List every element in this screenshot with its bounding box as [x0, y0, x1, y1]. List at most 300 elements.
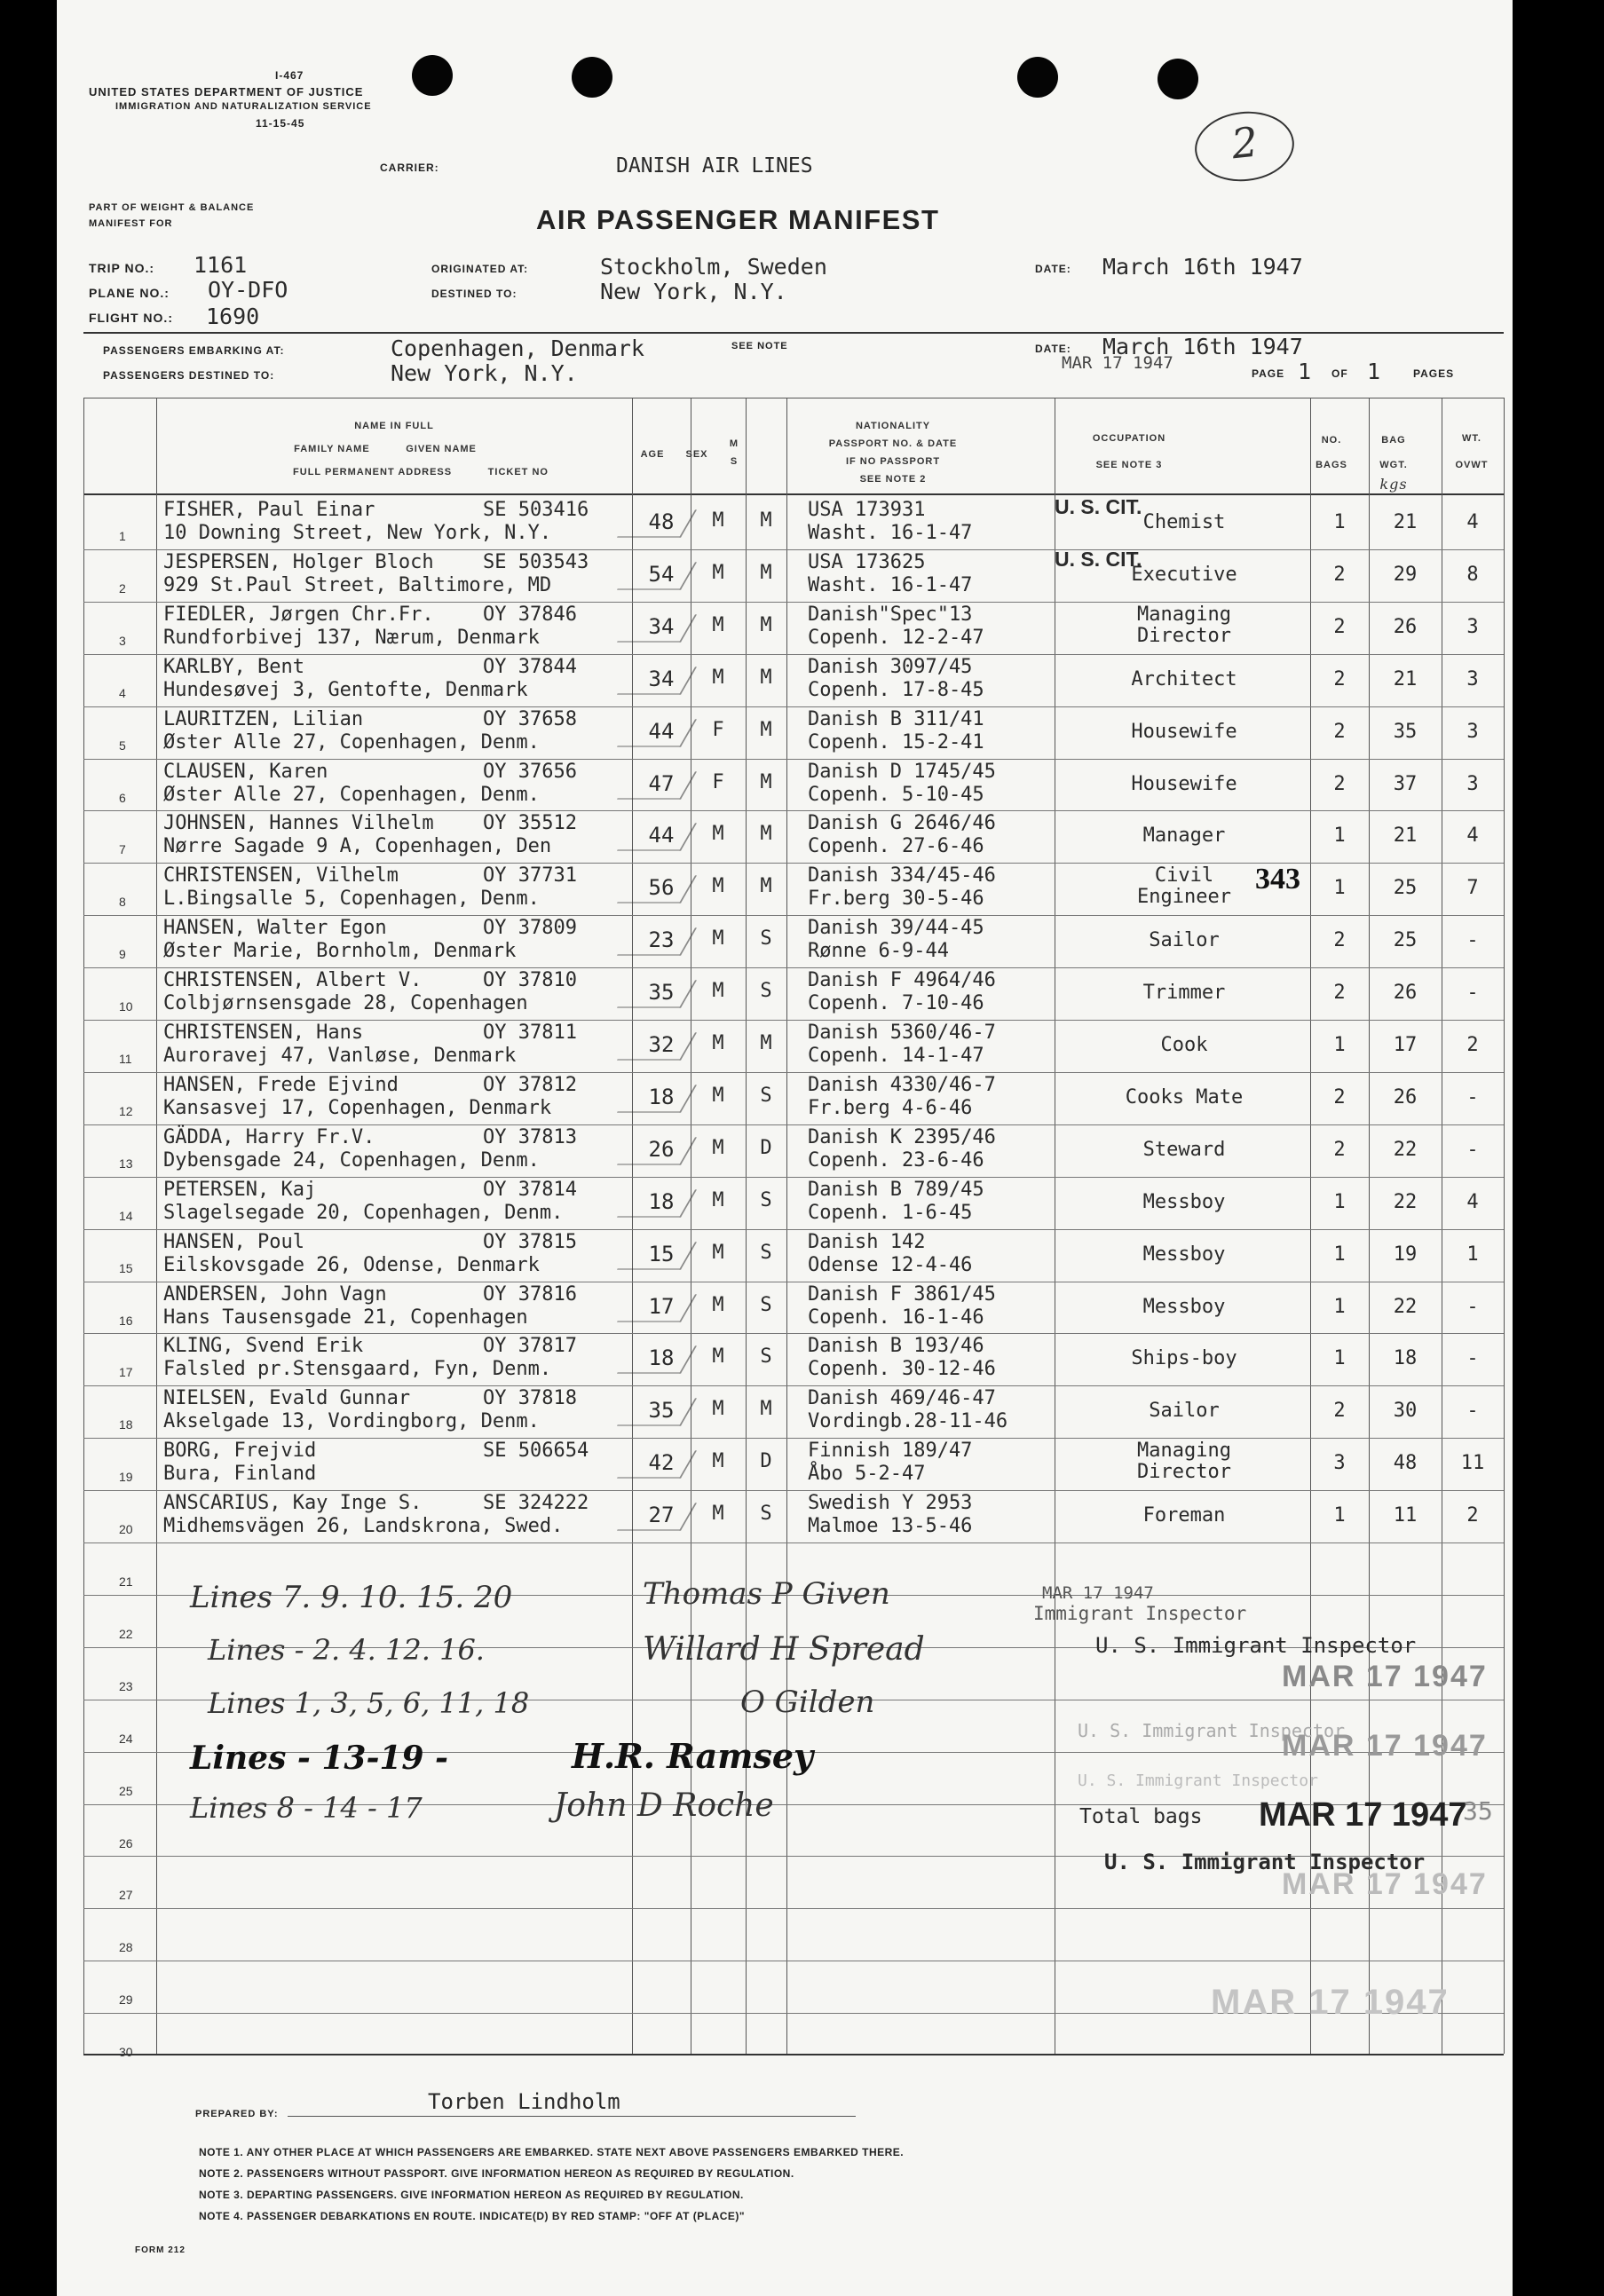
passport-number: Danish 334/45-46 [808, 864, 996, 888]
passport-date: Rønne 6-9-44 [808, 940, 949, 963]
row-number: 28 [119, 1940, 133, 1955]
passenger-address: Akselgade 13, Vordingborg, Denm. [163, 1410, 540, 1433]
flight-number: 1690 [206, 304, 260, 329]
passenger-name: CHRISTENSEN, Albert V. [163, 969, 423, 992]
ticket-number: SE 324222 [483, 1492, 589, 1515]
passenger-address: Hans Tausensgade 21, Copenhagen [163, 1306, 528, 1329]
passenger-address: Eilskovsgade 26, Odense, Denmark [163, 1253, 540, 1276]
row-number: 29 [119, 1992, 133, 2008]
row-rule [83, 1385, 1504, 1386]
passenger-address: Nørre Sagade 9 A, Copenhagen, Den [163, 835, 552, 858]
passenger-address: Hundesøvej 3, Gentofte, Denmark [163, 678, 528, 701]
note-1: NOTE 1. ANY OTHER PLACE AT WHICH PASSENGERS ARE EMBARKED. STATE NEXT ABOVE PASSENGERS EMBARKED THERE. [199, 2146, 905, 2158]
passenger-sex: M [712, 613, 724, 636]
passenger-name: JESPERSEN, Holger Bloch [163, 550, 434, 573]
header-bottom-line [83, 493, 1504, 495]
handwritten-signature-24: H.R. Ramsey [572, 1736, 814, 1776]
ticket-number: SE 503416 [483, 499, 589, 521]
passenger-name: ANSCARIUS, Kay Inge S. [163, 1492, 423, 1515]
passport-date: Fr.berg 30-5-46 [808, 888, 984, 911]
overweight: 11 [1460, 1452, 1485, 1475]
marital-status: M [760, 1398, 772, 1421]
marital-status: S [760, 1503, 772, 1526]
passenger-sex: M [712, 1450, 724, 1473]
overweight: 7 [1466, 877, 1479, 900]
passenger-age: 18 [648, 1188, 675, 1214]
overweight: - [1466, 1400, 1479, 1423]
column-rule [786, 398, 787, 2054]
row-number: 12 [119, 1103, 133, 1118]
row-number: 26 [119, 1835, 133, 1850]
bag-weight: 21 [1393, 511, 1418, 533]
embark-destined: New York, N.Y. [391, 360, 578, 386]
passport-number: Danish K 2395/46 [808, 1125, 996, 1148]
bag-weight: 26 [1393, 982, 1418, 1005]
plane-label: PLANE NO.: [89, 286, 170, 300]
ticket-number: OY 37816 [483, 1282, 577, 1306]
passenger-age: 27 [648, 1503, 675, 1528]
originated: Stockholm, Sweden [600, 254, 827, 280]
bag-count: 1 [1333, 1190, 1346, 1213]
row-number: 21 [119, 1574, 133, 1589]
table-bottom-line [83, 2054, 1504, 2055]
passport-date: Copenh. 30-12-46 [808, 1358, 996, 1381]
overweight: - [1466, 1347, 1479, 1370]
passenger-name: KARLBY, Bent [163, 655, 304, 678]
bag-weight: 48 [1393, 1452, 1418, 1475]
handwritten-line-24: Lines - 13-19 - [190, 1740, 448, 1777]
bag-count: 2 [1333, 982, 1346, 1005]
passenger-address: 929 St.Paul Street, Baltimore, MD [163, 573, 552, 596]
passenger-sex: M [712, 1398, 724, 1421]
bag-count: 2 [1333, 1400, 1346, 1423]
handwritten-number-343: 343 [1255, 863, 1300, 896]
marital-status: S [760, 1241, 772, 1264]
overweight: - [1466, 1138, 1479, 1161]
occupation: Civil [1154, 864, 1214, 888]
page-total: 1 [1367, 359, 1381, 384]
passport-date: Copenh. 14-1-47 [808, 1045, 984, 1067]
passenger-age: 32 [648, 1032, 675, 1057]
passenger-sex: M [712, 875, 724, 898]
occupation: Messboy [1142, 1295, 1226, 1318]
row-number: 22 [119, 1626, 133, 1641]
passport-date: Copenh. 1-6-45 [808, 1201, 973, 1224]
passport-number: Danish 4330/46-7 [808, 1073, 996, 1096]
prepared-by-line [288, 2116, 856, 2117]
passenger-address: Kansasvej 17, Copenhagen, Denmark [163, 1096, 552, 1119]
ticket-number: SE 506654 [483, 1440, 589, 1463]
passenger-age: 18 [648, 1084, 675, 1109]
passenger-address: Slagelsegade 20, Copenhagen, Denm. [163, 1201, 564, 1224]
carrier-label: CARRIER: [380, 162, 439, 174]
bag-weight: 22 [1393, 1295, 1418, 1318]
occupation: Messboy [1142, 1190, 1226, 1213]
passenger-age: 17 [648, 1293, 675, 1319]
bag-weight: 19 [1393, 1243, 1418, 1266]
passport-date: Washt. 16-1-47 [808, 573, 973, 596]
overweight: 3 [1466, 615, 1479, 638]
page-number: 1 [1298, 359, 1312, 384]
passport-date: Fr.berg 4-6-46 [808, 1096, 973, 1119]
note-3: NOTE 3. DEPARTING PASSENGERS. GIVE INFORMATION HEREON AS REQUIRED BY REGULATION. [199, 2189, 744, 2201]
occupation: Managing [1137, 1440, 1231, 1463]
passenger-sex: M [712, 509, 724, 532]
col-age-header: AGE [640, 449, 665, 460]
overweight: 1 [1466, 1243, 1479, 1266]
ticket-number: OY 37844 [483, 655, 577, 678]
passenger-sex: M [712, 1136, 724, 1159]
overweight: - [1466, 982, 1479, 1005]
citizenship-note: U. S. CIT. [1055, 547, 1142, 571]
occupation: Cooks Mate [1125, 1085, 1244, 1109]
handwritten-signature-25: John D Roche [554, 1787, 774, 1824]
overweight: 3 [1466, 720, 1479, 743]
passenger-age: 44 [648, 718, 675, 744]
passenger-sex: M [712, 1241, 724, 1264]
ticket-number: OY 37818 [483, 1387, 577, 1410]
ticket-number: OY 37658 [483, 707, 577, 730]
marital-status: M [760, 1032, 772, 1054]
row-number: 5 [119, 738, 126, 753]
bag-weight: 25 [1393, 929, 1418, 952]
overweight: 2 [1466, 1034, 1479, 1056]
embark-date: March 16th 1947 [1102, 334, 1303, 359]
row-number: 14 [119, 1208, 133, 1223]
marital-status: D [760, 1450, 772, 1473]
passport-number: Danish D 1745/45 [808, 760, 996, 783]
row-number: 18 [119, 1417, 133, 1432]
ticket-number: OY 37731 [483, 864, 577, 888]
occupation-line-2: Director [1137, 624, 1231, 647]
ticket-number: OY 37846 [483, 603, 577, 626]
prepared-by-label: PREPARED BY: [195, 2109, 279, 2119]
row-rule [83, 1333, 1504, 1334]
col-sex-header: SEX [685, 449, 708, 460]
passport-number: Danish"Spec"13 [808, 603, 973, 626]
marital-status: M [760, 666, 772, 689]
col-name-header-1: NAME IN FULL [354, 421, 434, 431]
passenger-age: 35 [648, 1398, 675, 1424]
col-bags-header-2: BAGS [1316, 460, 1347, 470]
occupation: Architect [1131, 667, 1237, 690]
passport-number: Danish B 311/41 [808, 707, 984, 730]
handwritten-line-22: Lines - 2. 4. 12. 16. [208, 1633, 485, 1667]
ticket-number: OY 37656 [483, 760, 577, 783]
handwritten-line-25: Lines 8 - 14 - 17 [190, 1791, 423, 1825]
passport-number: Danish B 193/46 [808, 1335, 984, 1358]
occupation: Housewife [1131, 720, 1237, 743]
handwritten-signature-22: Willard H Spread [643, 1631, 925, 1668]
handwritten-line-21: Lines 7. 9. 10. 15. 20 [190, 1580, 513, 1615]
passenger-sex: F [712, 770, 724, 793]
bag-count: 2 [1333, 1085, 1346, 1109]
occupation: Housewife [1131, 772, 1237, 795]
row-rule [83, 915, 1504, 916]
col-nat-header-3: IF NO PASSPORT [845, 456, 941, 467]
passenger-sex: M [712, 1503, 724, 1526]
embarking: Copenhagen, Denmark [391, 335, 644, 361]
overweight: - [1466, 1295, 1479, 1318]
row-number: 27 [119, 1888, 133, 1903]
passenger-name: GÄDDA, Harry Fr.V. [163, 1125, 375, 1148]
passport-number: Danish 5360/46-7 [808, 1022, 996, 1044]
col-nat-header-4: SEE NOTE 2 [859, 474, 927, 485]
passport-date: Copenh. 15-2-41 [808, 730, 984, 753]
passenger-address: 10 Downing Street, New York, N.Y. [163, 522, 552, 544]
passenger-age: 54 [648, 561, 675, 587]
passenger-name: NIELSEN, Evald Gunnar [163, 1387, 411, 1410]
col-ms-header: M S [729, 438, 739, 467]
passenger-name: FISHER, Paul Einar [163, 499, 375, 521]
passenger-age: 42 [648, 1450, 675, 1476]
bag-count: 2 [1333, 720, 1346, 743]
passport-number: USA 173931 [808, 499, 926, 521]
bag-count: 1 [1333, 825, 1346, 848]
col-wgt-header-1: BAG [1381, 435, 1406, 446]
bag-count: 2 [1333, 929, 1346, 952]
row-number: 15 [119, 1260, 133, 1275]
row-number: 2 [119, 580, 126, 596]
overweight: 4 [1466, 825, 1479, 848]
bag-weight: 18 [1393, 1347, 1418, 1370]
passenger-name: LAURITZEN, Lilian [163, 707, 364, 730]
stamp-date-2: MAR 17 1947 [1282, 1729, 1488, 1763]
bag-weight: 35 [1393, 720, 1418, 743]
stamp-date-4: MAR 17 1947 [1211, 1983, 1450, 2022]
plane-number: OY-DFO [208, 277, 288, 303]
passenger-name: JOHNSEN, Hannes Vilhelm [163, 812, 434, 835]
col-nat-header-2: PASSPORT NO. & DATE [828, 438, 958, 449]
row-number: 19 [119, 1470, 133, 1485]
note-4: NOTE 4. PASSENGER DEBARKATIONS EN ROUTE. INDICATE(D) BY RED STAMP: "OFF AT (PLACE)" [199, 2210, 746, 2222]
bag-count: 1 [1333, 1347, 1346, 1370]
passport-date: Copenh. 17-8-45 [808, 678, 984, 701]
passenger-address: Øster Alle 27, Copenhagen, Denm. [163, 730, 540, 753]
passenger-name: CHRISTENSEN, Hans [163, 1022, 364, 1044]
passport-date: Washt. 16-1-47 [808, 522, 973, 544]
passenger-address: Dybensgade 24, Copenhagen, Denm. [163, 1148, 540, 1172]
embark-destined-label: PASSENGERS DESTINED TO: [103, 369, 275, 382]
overweight: 3 [1466, 772, 1479, 795]
col-wgt-header-3: kgs [1379, 476, 1408, 493]
passenger-sex: M [712, 980, 724, 1003]
punch-hole [572, 57, 612, 98]
destined-label: DESTINED TO: [431, 288, 518, 300]
overweight: 8 [1466, 563, 1479, 586]
see-note: SEE NOTE [731, 341, 788, 351]
of-label: OF [1331, 367, 1348, 380]
manifest-for-label: MANIFEST FOR [89, 218, 173, 229]
row-number: 9 [119, 947, 126, 962]
passport-date: Copenh. 16-1-46 [808, 1306, 984, 1329]
occupation: Steward [1142, 1138, 1226, 1161]
passenger-name: BORG, Frejvid [163, 1440, 317, 1463]
passenger-age: 48 [648, 509, 675, 534]
destined: New York, N.Y. [600, 279, 787, 304]
passport-date: Copenh. 7-10-46 [808, 992, 984, 1015]
passenger-sex: M [712, 1188, 724, 1211]
occupation-line-2: Director [1137, 1461, 1231, 1484]
stamp-date-top: MAR 17 1947 [1042, 1583, 1154, 1603]
column-rule [156, 398, 157, 2054]
passenger-name: HANSEN, Poul [163, 1230, 304, 1253]
col-bags-header-1: NO. [1321, 435, 1342, 446]
marital-status: M [760, 509, 772, 532]
passenger-name: HANSEN, Frede Ejvind [163, 1073, 399, 1096]
marital-status: M [760, 561, 772, 584]
embark-date-label: DATE: [1035, 343, 1071, 355]
note-2: NOTE 2. PASSENGERS WITHOUT PASSPORT. GIVE INFORMATION HEREON AS REQUIRED BY REGULATION. [199, 2167, 794, 2180]
passport-date: Malmoe 13-5-46 [808, 1515, 973, 1538]
passenger-address: Midhemsvägen 26, Landskrona, Swed. [163, 1515, 564, 1538]
passenger-sex: M [712, 823, 724, 846]
row-rule [83, 549, 1504, 550]
passenger-age: 26 [648, 1136, 675, 1162]
ticket-number: SE 503543 [483, 550, 589, 573]
passenger-age: 44 [648, 823, 675, 848]
punch-hole [412, 55, 453, 96]
stamp-inspector-short: Immigrant Inspector [1033, 1603, 1247, 1624]
passport-number: Danish 3097/45 [808, 655, 973, 678]
marital-status: S [760, 980, 772, 1003]
bag-weight: 22 [1393, 1190, 1418, 1213]
passenger-name: KLING, Svend Erik [163, 1335, 364, 1358]
row-number: 10 [119, 999, 133, 1014]
overweight: - [1466, 1085, 1479, 1109]
passenger-age: 56 [648, 875, 675, 901]
bag-weight: 22 [1393, 1138, 1418, 1161]
bag-count: 1 [1333, 1243, 1346, 1266]
bag-weight: 17 [1393, 1034, 1418, 1056]
passport-number: Danish B 789/45 [808, 1178, 984, 1201]
passenger-name: ANDERSEN, John Vagn [163, 1282, 387, 1306]
bag-weight: 26 [1393, 1085, 1418, 1109]
bag-count: 1 [1333, 877, 1346, 900]
trip-number: 1161 [194, 252, 248, 278]
ticket-number: OY 37817 [483, 1335, 577, 1358]
passenger-sex: M [712, 927, 724, 951]
row-rule [83, 1490, 1504, 1491]
passport-number: Danish G 2646/46 [808, 812, 996, 835]
occupation: Cook [1160, 1034, 1208, 1056]
total-bags-value: 35 [1463, 1796, 1493, 1826]
row-rule [83, 967, 1504, 968]
ticket-number: OY 37810 [483, 969, 577, 992]
passenger-name: FIEDLER, Jørgen Chr.Fr. [163, 603, 434, 626]
column-rule [1504, 398, 1505, 2054]
passport-number: Danish F 3861/45 [808, 1282, 996, 1306]
marital-status: S [760, 927, 772, 951]
overweight: - [1466, 929, 1479, 952]
passenger-age: 15 [648, 1241, 675, 1266]
row-number: 24 [119, 1731, 133, 1746]
occupation: Manager [1142, 825, 1226, 848]
stamp-date-3: MAR 17 1947 [1282, 1867, 1488, 1901]
trip-label: TRIP NO.: [89, 261, 155, 275]
carrier: DANISH AIR LINES [616, 154, 813, 178]
pages-label: PAGES [1413, 367, 1455, 380]
row-number: 8 [119, 895, 126, 910]
row-number: 3 [119, 633, 126, 648]
marital-status: S [760, 1345, 772, 1369]
marital-status: S [760, 1293, 772, 1316]
overweight: 4 [1466, 1190, 1479, 1213]
ticket-number: OY 35512 [483, 812, 577, 835]
passenger-address: Colbjørnsensgade 28, Copenhagen [163, 992, 528, 1015]
department: UNITED STATES DEPARTMENT OF JUSTICE [89, 85, 364, 99]
marital-status: D [760, 1136, 772, 1159]
passport-date: Copenh. 5-10-45 [808, 783, 984, 806]
bag-weight: 30 [1393, 1400, 1418, 1423]
occupation: Trimmer [1142, 982, 1226, 1005]
stamp-inspector-4: U. S. Immigrant Inspector [1104, 1850, 1426, 1874]
citizenship-note: U. S. CIT. [1055, 495, 1142, 518]
bag-weight: 11 [1393, 1504, 1418, 1527]
passenger-address: Auroravej 47, Vanløse, Denmark [163, 1045, 517, 1067]
passenger-age: 34 [648, 666, 675, 691]
passenger-sex: M [712, 561, 724, 584]
row-rule [83, 810, 1504, 811]
passenger-name: CLAUSEN, Karen [163, 760, 328, 783]
occupation: Sailor [1149, 929, 1220, 952]
passenger-age: 23 [648, 927, 675, 953]
passport-number: Danish 39/44-45 [808, 917, 984, 940]
occupation: Foreman [1142, 1504, 1226, 1527]
prepared-by: Torben Lindholm [428, 2089, 620, 2114]
occupation: Sailor [1149, 1400, 1220, 1423]
stamp-inspector-3: U. S. Immigrant Inspector [1078, 1771, 1318, 1790]
passport-date: Copenh. 27-6-46 [808, 835, 984, 858]
row-number: 7 [119, 842, 126, 857]
passport-date: Vordingb.28-11-46 [808, 1410, 1008, 1433]
service: IMMIGRATION AND NATURALIZATION SERVICE [115, 101, 372, 112]
occupation: Managing [1137, 603, 1231, 626]
occupation: Executive [1131, 563, 1237, 586]
marital-status: S [760, 1084, 772, 1107]
handwritten-line-23: Lines 1, 3, 5, 6, 11, 18 [208, 1686, 530, 1720]
col-name-header-3: FULL PERMANENT ADDRESS TICKET NO [293, 467, 549, 477]
row-number: 13 [119, 1156, 133, 1171]
bag-weight: 29 [1393, 563, 1418, 586]
passenger-sex: M [712, 1293, 724, 1316]
bag-weight: 21 [1393, 667, 1418, 690]
passenger-address: L.Bingsalle 5, Copenhagen, Denm. [163, 888, 540, 911]
handwritten-signature-21: Thomas P Given [643, 1576, 890, 1612]
passport-date: Åbo 5-2-47 [808, 1463, 926, 1486]
col-nat-header-1: NATIONALITY [855, 421, 931, 431]
row-number: 4 [119, 685, 126, 700]
punch-hole [1158, 59, 1198, 99]
total-bags-label: Total bags [1079, 1805, 1203, 1828]
bag-count: 1 [1333, 1295, 1346, 1318]
col-occ-header-1: OCCUPATION [1092, 433, 1166, 444]
stamp-date-1: MAR 17 1947 [1282, 1660, 1488, 1693]
passenger-address: Øster Marie, Bornholm, Denmark [163, 940, 517, 963]
passport-number: Swedish Y 2953 [808, 1492, 973, 1515]
bag-weight: 26 [1393, 615, 1418, 638]
passenger-age: 34 [648, 613, 675, 639]
bag-count: 1 [1333, 511, 1346, 533]
row-rule [83, 1020, 1504, 1021]
row-number: 1 [119, 529, 126, 543]
column-rule [83, 398, 84, 2054]
form-date: 11-15-45 [256, 117, 305, 130]
form-number: FORM 212 [135, 2245, 186, 2255]
ticket-number: OY 37812 [483, 1073, 577, 1096]
passenger-address: Øster Alle 27, Copenhagen, Denm. [163, 783, 540, 806]
bag-count: 2 [1333, 772, 1346, 795]
